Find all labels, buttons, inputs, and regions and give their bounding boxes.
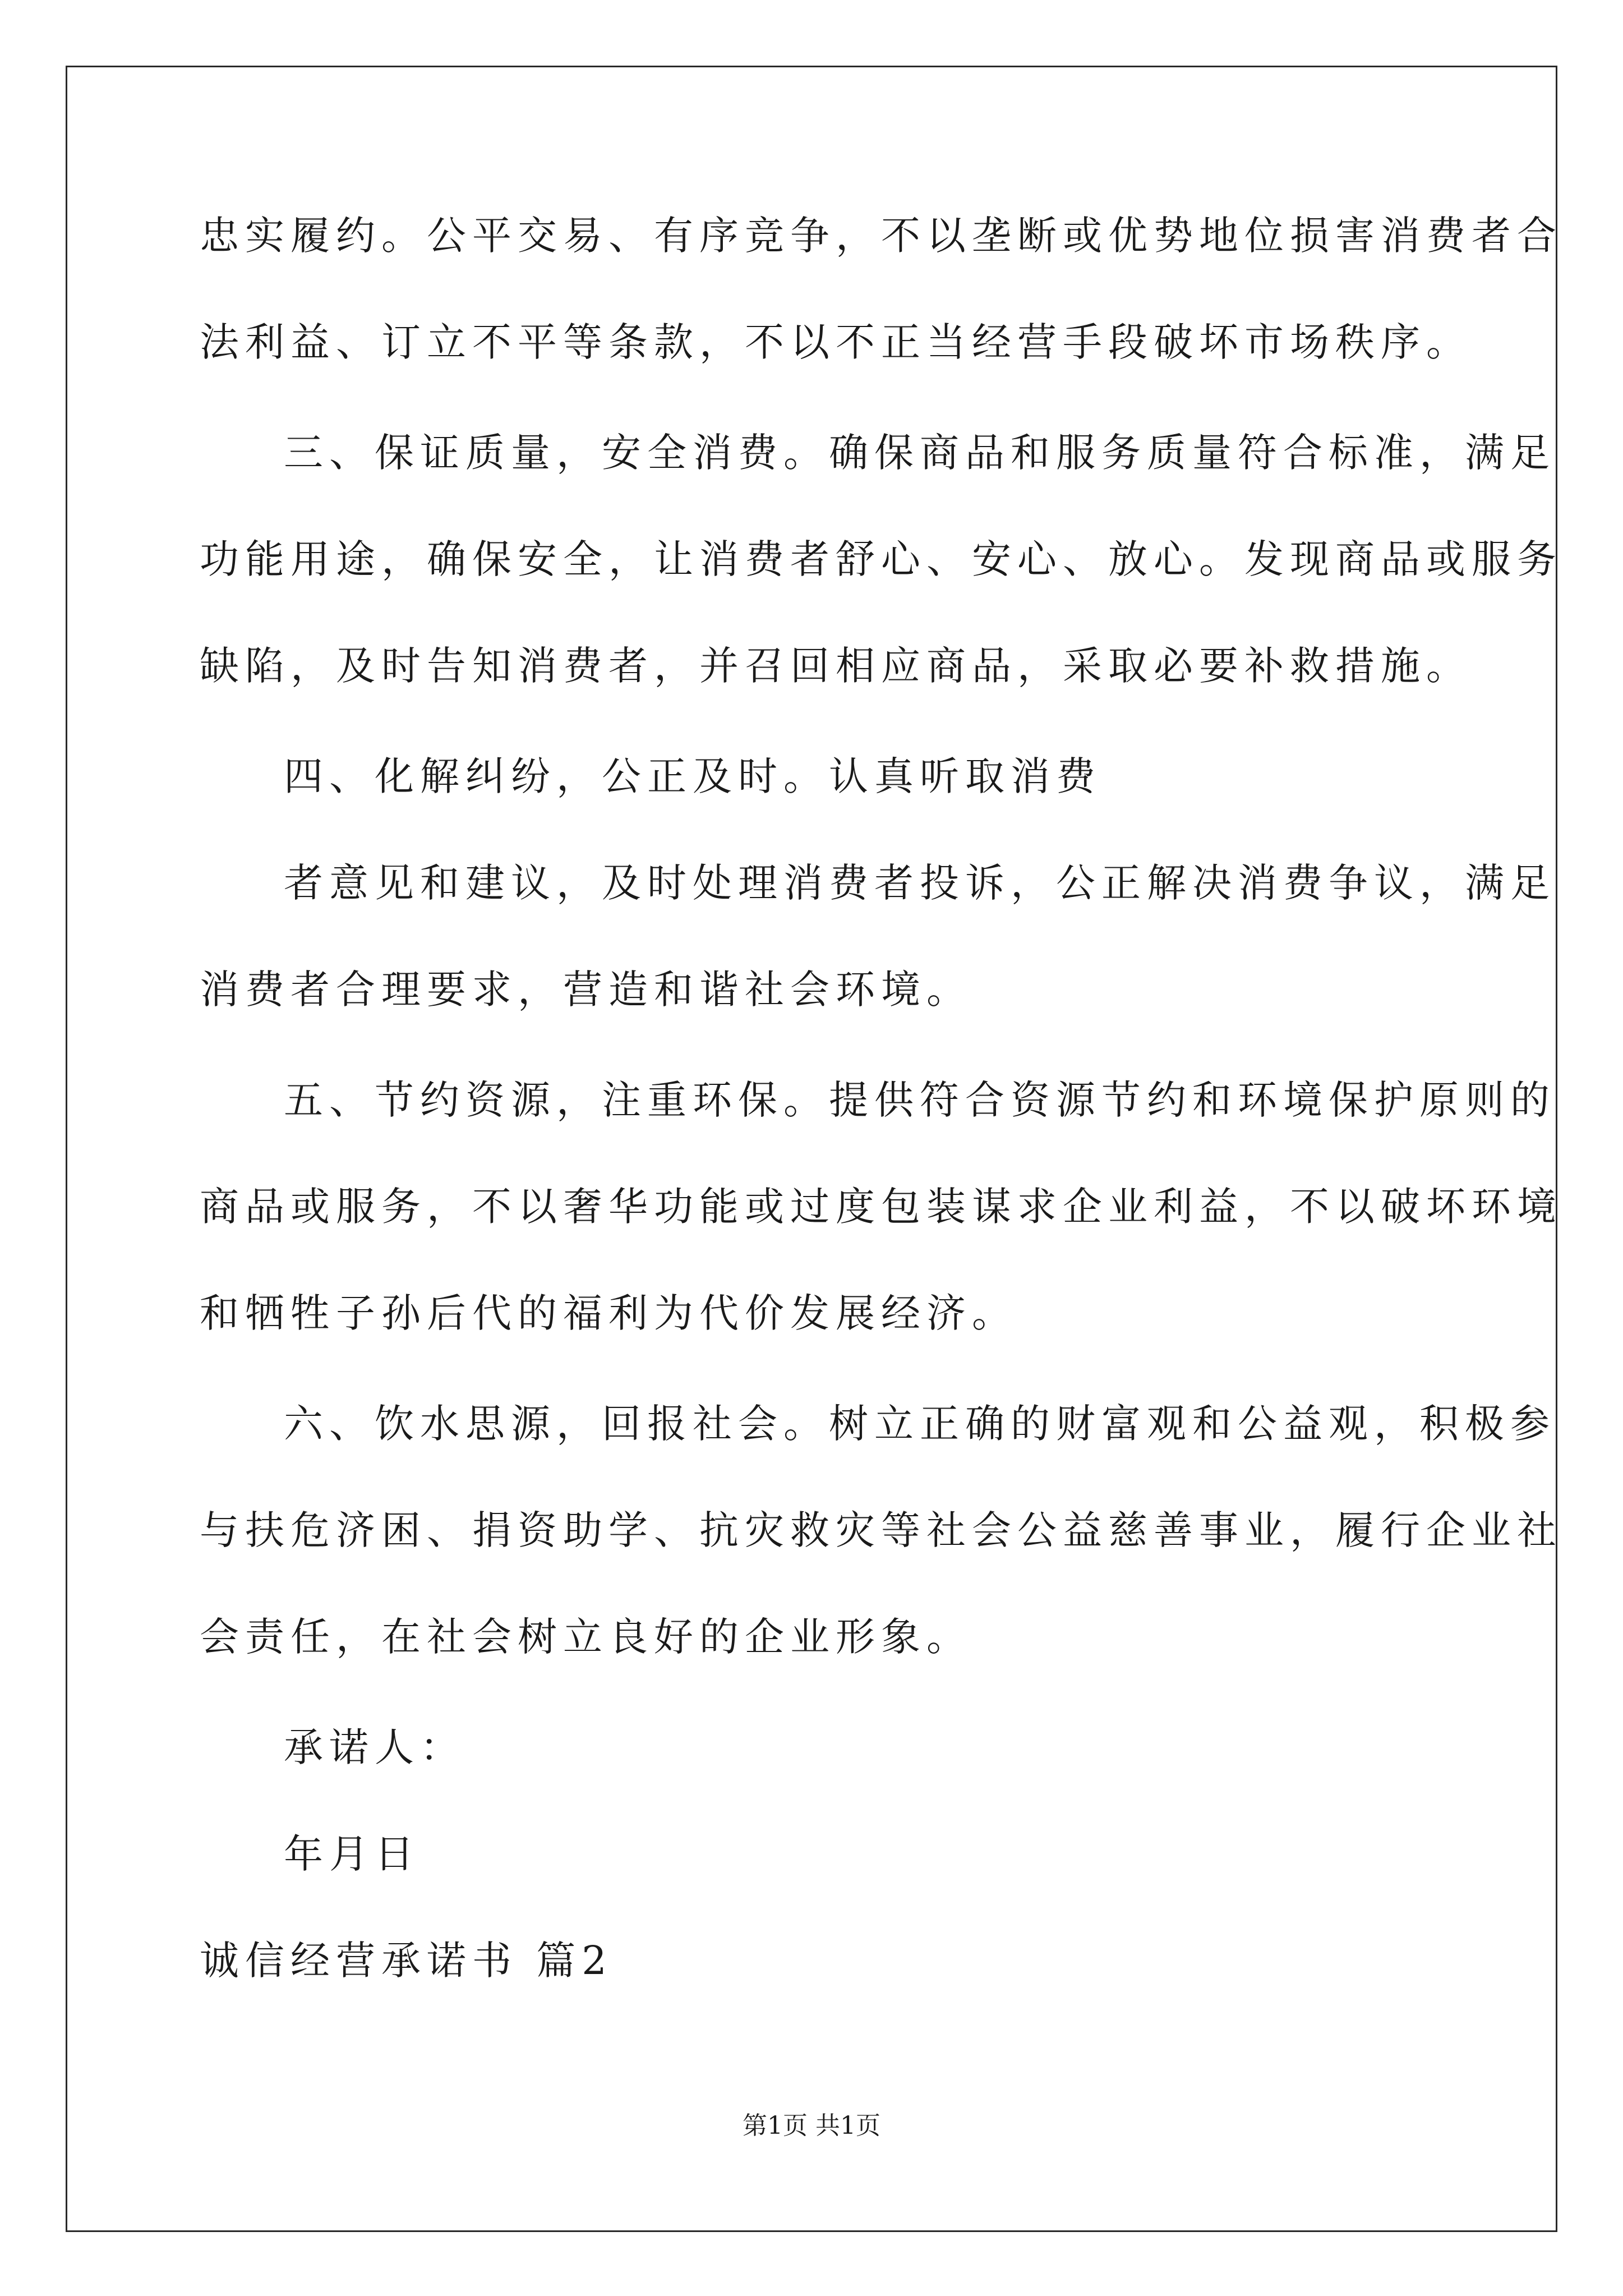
paragraph-line: 三、保证质量，安全消费。确保商品和服务质量符合标准，满足 bbox=[284, 430, 1556, 476]
paragraph-line: 六、饮水思源，回报社会。树立正确的财富观和公益观，积极参 bbox=[284, 1401, 1556, 1447]
paragraph-line: 功能用途，确保安全，让消费者舒心、安心、放心。发现商品或服务 bbox=[200, 536, 1562, 582]
date-label: 年月日 bbox=[284, 1831, 420, 1877]
section-heading: 诚信经营承诺书 篇2 bbox=[200, 1938, 613, 1984]
paragraph-line: 五、节约资源，注重环保。提供符合资源节约和环境保护原则的 bbox=[284, 1077, 1556, 1123]
page-footer: 第1页 共1页 bbox=[743, 2111, 880, 2140]
paragraph-line: 会责任，在社会树立良好的企业形象。 bbox=[200, 1614, 972, 1660]
paragraph-line: 者意见和建议，及时处理消费者投诉，公正解决消费争议，满足 bbox=[284, 860, 1556, 906]
paragraph-line: 四、化解纠纷，公正及时。认真听取消费 bbox=[284, 753, 1101, 799]
signatory-label: 承诺人： bbox=[284, 1724, 465, 1770]
paragraph-line: 和牺牲子孙后代的福利为代价发展经济。 bbox=[200, 1290, 1017, 1336]
page-border bbox=[66, 66, 1557, 2232]
paragraph-line: 消费者合理要求，营造和谐社会环境。 bbox=[200, 967, 972, 1013]
paragraph-line: 法利益、订立不平等条款，不以不正当经营手段破坏市场秩序。 bbox=[200, 319, 1472, 365]
paragraph-line: 忠实履约。公平交易、有序竞争，不以垄断或优势地位损害消费者合 bbox=[200, 213, 1562, 259]
paragraph-line: 与扶危济困、捐资助学、抗灾救灾等社会公益慈善事业，履行企业社 bbox=[200, 1507, 1562, 1553]
paragraph-line: 缺陷，及时告知消费者，并召回相应商品，采取必要补救措施。 bbox=[200, 643, 1472, 689]
paragraph-line: 商品或服务，不以奢华功能或过度包装谋求企业利益，不以破坏环境 bbox=[200, 1184, 1562, 1230]
